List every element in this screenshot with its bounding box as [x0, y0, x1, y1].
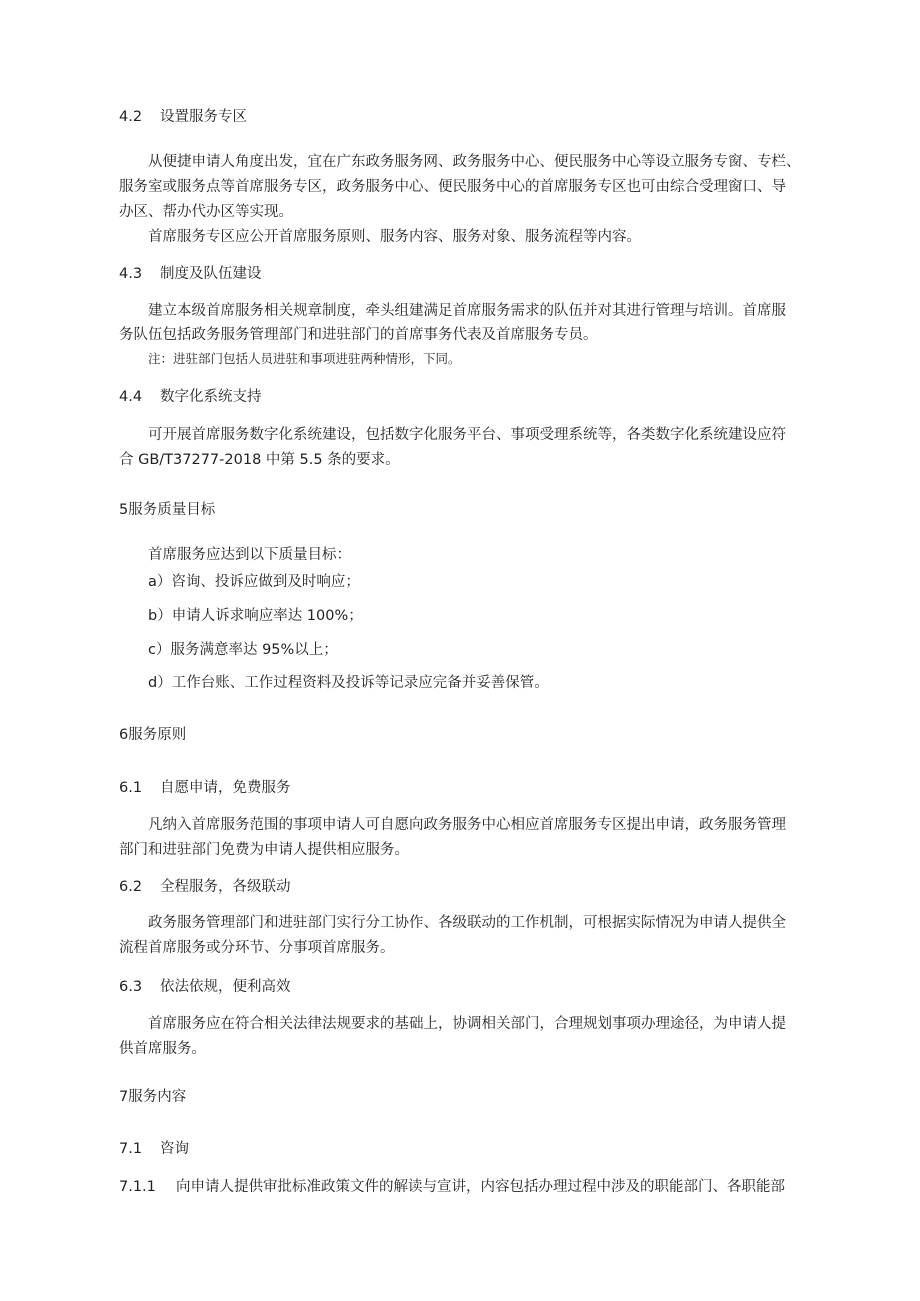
section-4-2-number: 4.2	[119, 109, 143, 125]
section-7-heading: 7服务内容	[119, 1089, 187, 1105]
section-7-1-number: 7.1	[119, 1141, 143, 1157]
section-6-2-number: 6.2	[119, 879, 143, 895]
paragraph-line: 办区、帮办代办区等实现。	[119, 204, 293, 220]
paragraph-line: 供首席服务。	[119, 1041, 206, 1057]
section-6-heading: 6服务原则	[119, 727, 187, 743]
list-item: a）咨询、投诉应做到及时响应；	[148, 574, 360, 590]
section-4-3-number: 4.3	[119, 266, 143, 282]
section-4-4-number: 4.4	[119, 389, 143, 405]
list-item: d）工作台账、工作过程资料及投诉等记录应完备并妥善保管。	[148, 675, 549, 691]
paragraph-line: 政务服务管理部门和进驻部门实行分工协作、各级联动的工作机制，可根据实际情况为申请人提供全	[148, 915, 786, 931]
paragraph-line: 流程首席服务或分环节、分事项首席服务。	[119, 940, 395, 956]
paragraph-line: 首席服务应达到以下质量目标：	[148, 547, 351, 563]
list-item: b）申请人诉求响应率达 100%；	[148, 608, 363, 624]
paragraph-line: 务队伍包括政务服务管理部门和进驻部门的首席事务代表及首席服务专员。	[119, 327, 598, 343]
section-6-1-title: 自愿申请，免费服务	[160, 780, 291, 796]
section-7-1-title: 咨询	[160, 1141, 189, 1157]
section-7-1-1-number: 7.1.1	[119, 1179, 156, 1195]
paragraph-line: 建立本级首席服务相关规章制度，牵头组建满足首席服务需求的队伍并对其进行管理与培训。首席服	[148, 303, 786, 319]
note-text: 注：进驻部门包括人员进驻和事项进驻两种情形，下同。	[148, 351, 461, 366]
paragraph-line: 服务室或服务点等首席服务专区，政务服务中心、便民服务中心的首席服务专区也可由综合受理窗口、导	[119, 179, 786, 195]
paragraph-line: 凡纳入首席服务范围的事项申请人可自愿向政务服务中心相应首席服务专区提出申请，政务服务管理	[148, 817, 786, 833]
section-4-4-title: 数字化系统支持	[160, 389, 262, 405]
section-6-3-number: 6.3	[119, 979, 143, 995]
paragraph-line: 合 GB/T37277-2018 中第 5.5 条的要求。	[119, 452, 400, 468]
paragraph-line: 首席服务应在符合相关法律法规要求的基础上，协调相关部门，合理规划事项办理途径，为申请人提	[148, 1016, 786, 1032]
paragraph-line: 部门和进驻部门免费为申请人提供相应服务。	[119, 842, 409, 858]
section-4-3-title: 制度及队伍建设	[160, 266, 262, 282]
section-4-2-title: 设置服务专区	[160, 109, 247, 125]
paragraph-line: 从便捷申请人角度出发，宜在广东政务服务网、政务服务中心、便民服务中心等设立服务专窗、专栏、	[148, 154, 801, 170]
list-item: c）服务满意率达 95%以上；	[148, 642, 338, 658]
section-6-1-number: 6.1	[119, 780, 143, 796]
paragraph-line: 可开展首席服务数字化系统建设，包括数字化服务平台、事项受理系统等，各类数字化系统建设应符	[148, 427, 786, 443]
paragraph-line: 首席服务专区应公开首席服务原则、服务内容、服务对象、服务流程等内容。	[148, 229, 641, 245]
section-6-2-title: 全程服务，各级联动	[160, 879, 291, 895]
section-7-1-1-text: 向申请人提供审批标准政策文件的解读与宣讲，内容包括办理过程中涉及的职能部门、各职能部	[176, 1179, 785, 1195]
section-6-3-title: 依法依规，便利高效	[160, 979, 291, 995]
section-5-heading: 5服务质量目标	[119, 502, 216, 518]
